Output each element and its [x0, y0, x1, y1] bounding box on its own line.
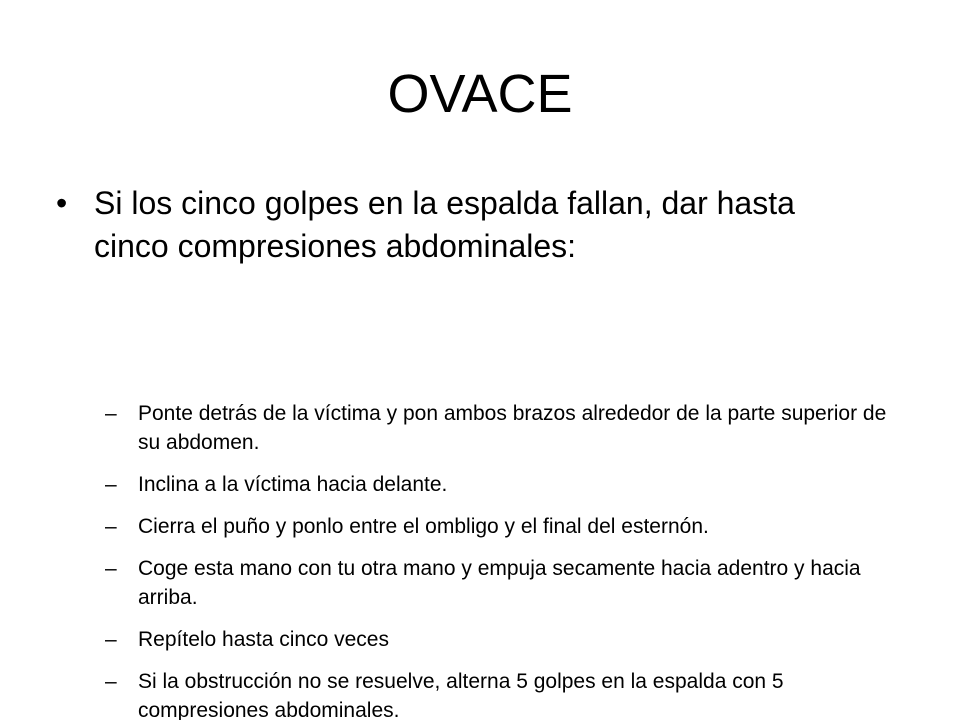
sub-bullet-text: Ponte detrás de la víctima y pon ambos brazos alrededor de la parte superior de su abdomen. — [138, 402, 887, 454]
dash-mark: – — [105, 473, 117, 496]
main-bullet — [56, 182, 876, 268]
sub-bullet-item — [105, 625, 895, 654]
dash-mark: – — [105, 402, 117, 425]
dash-mark: – — [105, 670, 117, 693]
sub-bullet-item — [105, 554, 895, 612]
sub-bullet-text: Si la obstrucción no se resuelve, alterna 5 golpes en la espalda con 5 compresiones abdominales. — [138, 670, 784, 720]
bullet-text: Si los cinco golpes en la espalda fallan, dar hasta cinco compresiones abdominales: — [94, 185, 795, 264]
sub-bullet-text: Coge esta mano con tu otra mano y empuja secamente hacia adentro y hacia arriba. — [138, 557, 861, 609]
sub-bullet-text: Repítelo hasta cinco veces — [138, 628, 389, 651]
sub-bullet-list — [105, 399, 895, 720]
sub-bullet-item — [105, 512, 895, 541]
dash-mark: – — [105, 628, 117, 651]
dash-mark: – — [105, 515, 117, 538]
bullet-mark: • — [56, 185, 68, 221]
sub-bullet-text: Inclina a la víctima hacia delante. — [138, 473, 448, 496]
sub-bullet-text: Cierra el puño y ponlo entre el ombligo y el final del esternón. — [138, 515, 709, 538]
sub-bullet-item — [105, 399, 895, 457]
slide-title: OVACE — [387, 64, 573, 124]
sub-bullet-item — [105, 470, 895, 499]
dash-mark: – — [105, 557, 117, 580]
sub-bullet-item — [105, 667, 895, 720]
